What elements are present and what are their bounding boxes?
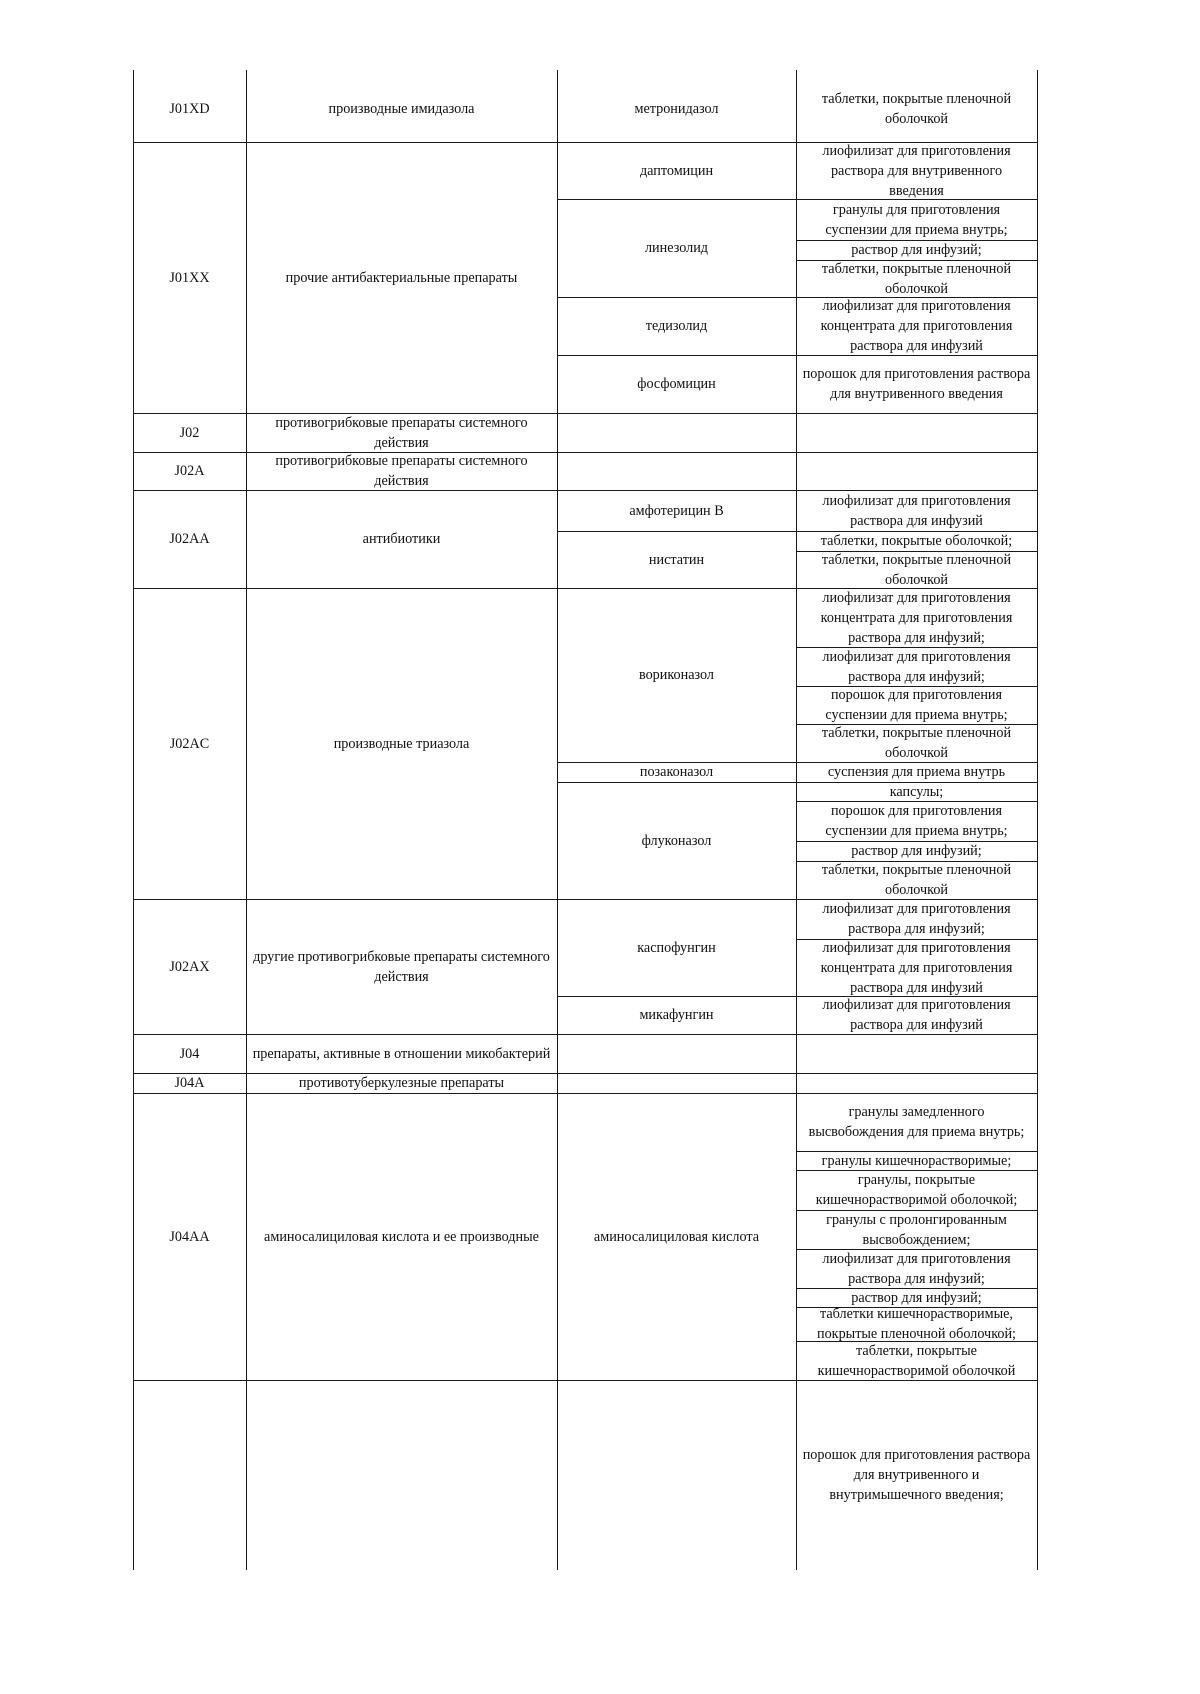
dosage-form bbox=[796, 1210, 1037, 1249]
drug-name-text: каспофунгин bbox=[637, 939, 716, 956]
dosage-form-text: лиофилизат для приготовления концентрата для приготовления раствора для инфузий; bbox=[820, 589, 1013, 646]
dosage-form bbox=[796, 142, 1037, 199]
row-code-text: J04AA bbox=[169, 1228, 210, 1245]
row-code bbox=[133, 899, 246, 1034]
dosage-form bbox=[796, 1307, 1037, 1341]
row-group-name bbox=[246, 413, 557, 452]
dosage-form-text: суспензия для приема внутрь bbox=[827, 764, 1006, 780]
row-code-text: J01XX bbox=[169, 269, 210, 286]
row-code-text: J01XD bbox=[169, 101, 210, 117]
drug-name-text: позаконазол bbox=[639, 764, 714, 780]
drug-list-table bbox=[133, 91, 1130, 1562]
dosage-form-text: раствор для инфузий; bbox=[851, 1289, 982, 1306]
dosage-form-text: лиофилизат для приготовления раствора для инфузий; bbox=[822, 901, 1011, 937]
dosage-form bbox=[796, 1341, 1037, 1380]
drug-name-text: тедизолид bbox=[645, 318, 708, 334]
dosage-form bbox=[796, 76, 1037, 142]
row-code-text: J02 bbox=[179, 424, 200, 441]
dosage-form-text: лиофилизат для приготовления раствора для инфузий; bbox=[822, 1250, 1011, 1287]
dosage-form bbox=[796, 199, 1037, 240]
drug-name-text: вориконазол bbox=[638, 667, 715, 683]
row-code bbox=[133, 490, 246, 588]
row-code-text: J02AX bbox=[169, 958, 210, 975]
dosage-form-text: таблетки кишечнорастворимые, покрытые пленочной оболочкой; bbox=[817, 1306, 1016, 1342]
dosage-form bbox=[796, 551, 1037, 588]
drug-name bbox=[557, 355, 796, 413]
dosage-form bbox=[796, 588, 1037, 647]
dosage-form-text: таблетки, покрытые кишечнорастворимой оболочкой bbox=[817, 1342, 1016, 1379]
dosage-form bbox=[796, 355, 1037, 413]
drug-name-text: метронидазол bbox=[634, 101, 719, 117]
dosage-form bbox=[796, 240, 1037, 260]
row-group-name bbox=[246, 76, 557, 142]
dosage-form-text: лиофилизат для приготовления концентрата для приготовления раствора для инфузий bbox=[820, 298, 1013, 354]
dosage-form-text: таблетки, покрытые пленочной оболочкой bbox=[821, 862, 1012, 898]
row-group-name-text: производные триазола bbox=[333, 735, 470, 752]
dosage-form-text: лиофилизат для приготовления раствора для инфузий; bbox=[822, 648, 1011, 685]
dosage-form bbox=[796, 899, 1037, 939]
drug-name-text: аминосалициловая кислота bbox=[593, 1228, 760, 1245]
dosage-form-text: гранулы с пролонгированным высвобождением; bbox=[826, 1211, 1007, 1248]
drug-name-text: нистатин bbox=[648, 551, 705, 568]
drug-name-text: даптомицин bbox=[639, 162, 714, 179]
row-group-name bbox=[246, 1073, 557, 1093]
dosage-form-text: порошок для приготовления суспензии для приема внутрь; bbox=[825, 687, 1008, 723]
dosage-form-text: лиофилизат для приготовления раствора для инфузий bbox=[822, 492, 1011, 529]
dosage-form-text: порошок для приготовления раствора для внутривенного и внутримышечного введения; bbox=[802, 1447, 1031, 1503]
dosage-form-text: таблетки, покрытые пленочной оболочкой bbox=[821, 91, 1012, 127]
dosage-form bbox=[796, 861, 1037, 899]
row-group-name-text: аминосалициловая кислота и ее производные bbox=[264, 1228, 539, 1245]
dosage-form bbox=[796, 647, 1037, 686]
dosage-form bbox=[796, 260, 1037, 297]
dosage-form-text: порошок для приготовления суспензии для приема внутрь; bbox=[825, 803, 1008, 839]
dosage-form-text: таблетки, покрытые оболочкой; bbox=[820, 533, 1013, 549]
dosage-form bbox=[796, 490, 1037, 531]
drug-name bbox=[557, 297, 796, 355]
drug-name-text: микафунгин bbox=[639, 1007, 714, 1023]
row-code bbox=[133, 413, 246, 452]
drug-name bbox=[557, 762, 796, 782]
drug-name bbox=[557, 199, 796, 297]
row-code bbox=[133, 76, 246, 142]
row-group-name-text: антибиотики bbox=[362, 531, 441, 547]
dosage-form-text: таблетки, покрытые пленочной оболочкой bbox=[821, 551, 1012, 588]
row-code-text: J02A bbox=[174, 463, 205, 479]
drug-name bbox=[557, 1093, 796, 1380]
row-group-name-text: противогрибковые препараты системного действия bbox=[275, 414, 528, 451]
dosage-form bbox=[796, 1380, 1037, 1570]
drug-name-text: амфотерицин B bbox=[629, 502, 724, 519]
drug-name bbox=[557, 1380, 796, 1570]
dosage-form bbox=[796, 1249, 1037, 1288]
drug-name bbox=[557, 996, 796, 1034]
row-code-text: J02AC bbox=[169, 735, 210, 752]
drug-name bbox=[557, 531, 796, 588]
dosage-form-text: гранулы для приготовления суспензии для приема внутрь; bbox=[825, 201, 1008, 238]
row-code bbox=[133, 588, 246, 899]
drug-name bbox=[557, 899, 796, 996]
dosage-form bbox=[796, 841, 1037, 861]
dosage-form bbox=[796, 1093, 1037, 1151]
column-border-4 bbox=[1037, 70, 1038, 1570]
drug-name bbox=[557, 490, 796, 531]
dosage-form-text: гранулы кишечнорастворимые; bbox=[821, 1152, 1012, 1169]
dosage-form-text: гранулы, покрытые кишечнорастворимой оболочкой; bbox=[815, 1172, 1018, 1208]
row-code-text: J04 bbox=[179, 1045, 200, 1062]
drug-name bbox=[557, 76, 796, 142]
dosage-form-text: гранулы замедленного высвобождения для приема внутрь; bbox=[808, 1104, 1025, 1140]
row-group-name-text: противогрибковые препараты системного действия bbox=[275, 453, 528, 489]
row-group-name bbox=[246, 588, 557, 899]
dosage-form bbox=[796, 939, 1037, 996]
dosage-form bbox=[796, 762, 1037, 782]
dosage-form-text: порошок для приготовления раствора для внутривенного введения bbox=[802, 366, 1031, 402]
dosage-form bbox=[796, 1151, 1037, 1170]
dosage-form bbox=[796, 801, 1037, 841]
dosage-form-text: лиофилизат для приготовления концентрата для приготовления раствора для инфузий bbox=[820, 939, 1013, 996]
row-code bbox=[133, 1093, 246, 1380]
drug-name bbox=[557, 782, 796, 899]
dosage-form-text: лиофилизат для приготовления раствора для инфузий bbox=[822, 997, 1011, 1033]
dosage-form bbox=[796, 531, 1037, 551]
dosage-form bbox=[796, 1170, 1037, 1210]
dosage-form bbox=[796, 297, 1037, 355]
row-code-text: J04A bbox=[174, 1075, 205, 1091]
row-code bbox=[133, 142, 246, 413]
dosage-form-text: раствор для инфузий; bbox=[851, 242, 982, 258]
dosage-form bbox=[796, 782, 1037, 801]
dosage-form-text: капсулы; bbox=[889, 783, 944, 800]
dosage-form bbox=[796, 686, 1037, 724]
row-code-text: J02AA bbox=[169, 531, 210, 547]
drug-name-text: фосфомицин bbox=[637, 376, 716, 392]
row-code bbox=[133, 452, 246, 490]
dosage-form-text: раствор для инфузий; bbox=[851, 843, 982, 859]
row-group-name-text: противотуберкулезные препараты bbox=[298, 1075, 505, 1091]
row-group-name-text: другие противогрибковые препараты системного действия bbox=[253, 948, 550, 985]
dosage-form-text: лиофилизат для приготовления раствора для внутривенного введения bbox=[822, 142, 1011, 199]
row-group-name bbox=[246, 452, 557, 490]
row-group-name-text: препараты, активные в отношении микобактерий bbox=[252, 1045, 551, 1062]
drug-name bbox=[557, 142, 796, 199]
row-code bbox=[133, 1380, 246, 1570]
row-group-name bbox=[246, 1034, 557, 1073]
dosage-form bbox=[796, 996, 1037, 1034]
row-group-name bbox=[246, 899, 557, 1034]
dosage-form bbox=[796, 724, 1037, 762]
dosage-form-text: таблетки, покрытые пленочной оболочкой bbox=[821, 260, 1012, 297]
row-code bbox=[133, 1073, 246, 1093]
drug-name bbox=[557, 588, 796, 762]
row-group-name bbox=[246, 142, 557, 413]
row-code bbox=[133, 1034, 246, 1073]
row-group-name-text: производные имидазола bbox=[328, 101, 475, 117]
drug-name-text: флуконазол bbox=[641, 832, 712, 849]
row-group-name-text: прочие антибактериальные препараты bbox=[285, 269, 518, 286]
row-group-name bbox=[246, 1380, 557, 1570]
row-group-name bbox=[246, 1093, 557, 1380]
dosage-form-text: таблетки, покрытые пленочной оболочкой bbox=[821, 725, 1012, 761]
drug-name-text: линезолид bbox=[644, 240, 709, 256]
row-group-name bbox=[246, 490, 557, 588]
